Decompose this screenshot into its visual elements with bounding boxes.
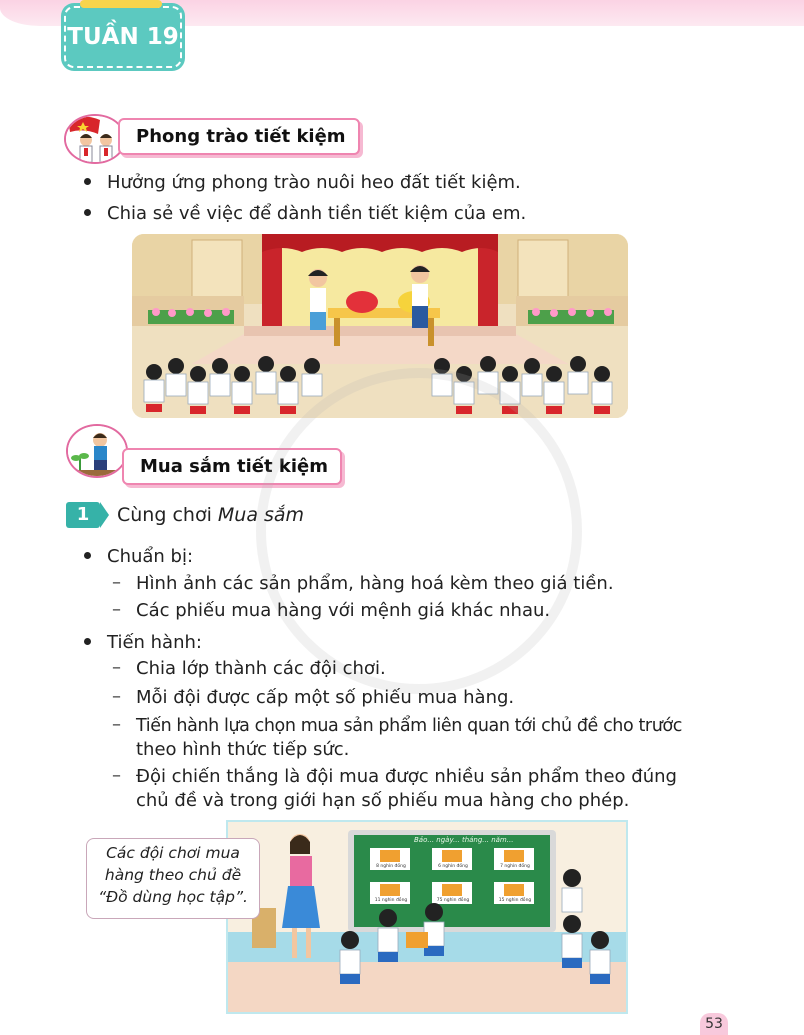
bullet-item bbox=[84, 632, 202, 653]
bullet-item bbox=[84, 546, 193, 567]
watermark-logo bbox=[256, 368, 582, 694]
proceed-item-line1: Tiến hành lựa chọn mua sản phẩm liên quan tới chủ đề cho trước bbox=[136, 716, 682, 736]
week-label: TUẦN 19 bbox=[67, 24, 179, 50]
prepare-label: Chuẩn bị: bbox=[107, 546, 194, 567]
price-tag: 8 nghìn đồng bbox=[376, 864, 406, 869]
callout-line: “Đồ dùng học tập”. bbox=[98, 888, 248, 906]
bullet-text: Hưởng ứng phong trào nuôi heo đất tiết kiệm. bbox=[107, 172, 521, 193]
bullet-item bbox=[84, 172, 521, 193]
page-number: 53 bbox=[700, 1013, 728, 1035]
price-tag: 15 nghìn đồng bbox=[498, 898, 532, 903]
badge-hanger bbox=[80, 0, 162, 8]
proceed-item: Chia lớp thành các đội chơi. bbox=[136, 658, 386, 679]
bullet-text: Chia sẻ về việc để dành tiền tiết kiệm của em. bbox=[107, 203, 527, 224]
callout-line: Các đội chơi mua bbox=[106, 844, 240, 862]
price-tag: 6 nghìn đồng bbox=[438, 864, 468, 869]
planting-child-icon bbox=[66, 424, 128, 478]
bullet-dot bbox=[84, 178, 91, 185]
proceed-label: Tiến hành: bbox=[107, 632, 202, 653]
proceed-item-line2: theo hình thức tiếp sức. bbox=[136, 739, 350, 760]
week-badge bbox=[64, 6, 182, 68]
bullet-item bbox=[84, 203, 526, 224]
bullet-dot bbox=[84, 209, 91, 216]
flag-children-icon bbox=[64, 114, 126, 164]
bullet-dot bbox=[84, 552, 91, 559]
activity-title-game-name: Mua sắm bbox=[217, 504, 305, 526]
speech-callout bbox=[86, 838, 260, 919]
section-title-saving-movement: Phong trào tiết kiệm bbox=[118, 118, 360, 155]
board-header: Bảo... ngày... tháng... năm... bbox=[414, 836, 514, 844]
bullet-dot bbox=[84, 638, 91, 645]
activity-title bbox=[117, 502, 304, 528]
activity-number-tag: 1 bbox=[66, 502, 100, 528]
proceed-item-line1: Đội chiến thắng là đội mua được nhiều sản phẩm theo đúng bbox=[136, 766, 677, 787]
price-tag: 11 nghìn đồng bbox=[374, 898, 408, 903]
section-title-saving-shopping: Mua sắm tiết kiệm bbox=[122, 448, 342, 485]
activity-title-text: Cùng chơi bbox=[117, 504, 218, 526]
price-tag: 75 nghìn đồng bbox=[436, 898, 470, 903]
proceed-item-line2: chủ đề và trong giới hạn số phiếu mua hàng cho phép. bbox=[136, 790, 630, 811]
price-tag: 7 nghìn đồng bbox=[500, 864, 530, 869]
classroom-shopping-illustration bbox=[226, 820, 628, 1014]
callout-line: hàng theo chủ đề bbox=[104, 866, 242, 884]
proceed-item: Mỗi đội được cấp một số phiếu mua hàng. bbox=[136, 687, 515, 708]
prepare-item: Các phiếu mua hàng với mệnh giá khác nhau. bbox=[136, 600, 551, 621]
prepare-item: Hình ảnh các sản phẩm, hàng hoá kèm theo giá tiền. bbox=[136, 573, 614, 594]
